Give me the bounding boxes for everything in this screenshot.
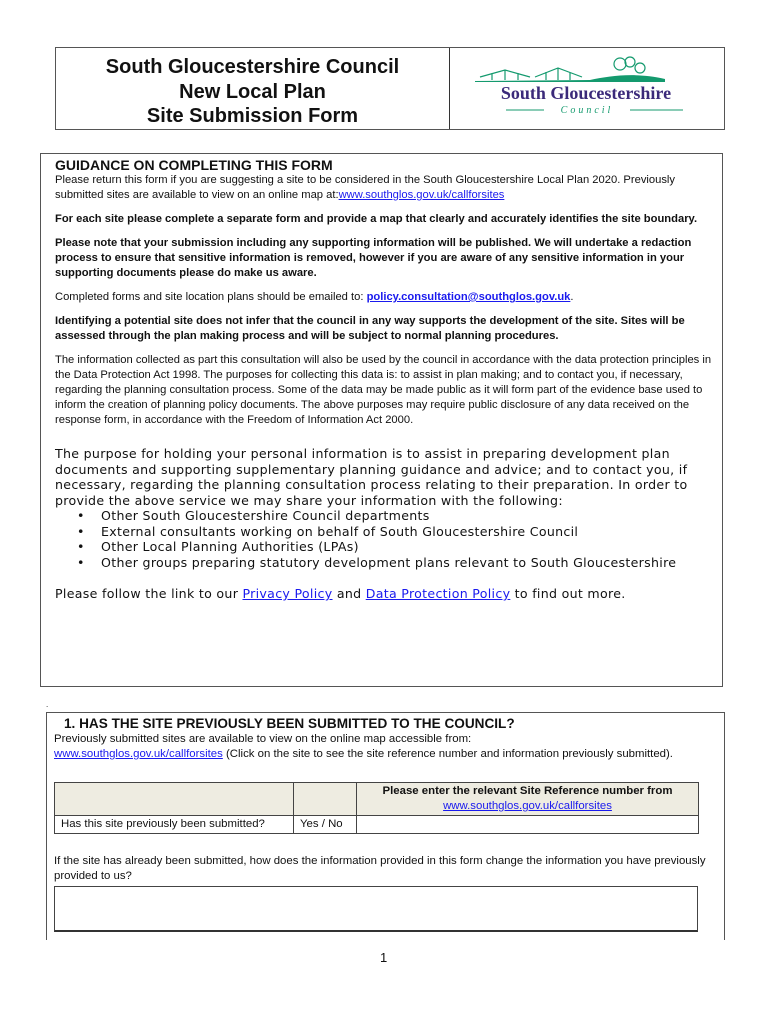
stray-dot: .	[46, 700, 49, 709]
followup-answer-field[interactable]	[54, 886, 698, 932]
policy-links-line: Please follow the link to our Privacy Policy and Data Protection Policy to find out more.	[55, 586, 626, 601]
section-1	[46, 712, 725, 940]
title-line: Site Submission Form	[146, 105, 359, 127]
question-cell: Has this site previously been submitted?	[55, 816, 294, 834]
bridge-trees-logo-icon	[450, 48, 723, 128]
title-line: New Local Plan	[179, 80, 326, 103]
guidance-section	[40, 153, 723, 687]
previous-submission-table	[54, 782, 699, 834]
callforsites-link[interactable]: www.southglos.gov.uk/callforsites	[338, 189, 505, 201]
guidance-paragraph: Identifying a potential site does not infer that the council in any way supports the development of the site. Sites will be assessed through the plan making process and will be subject to normal planning procedures.	[55, 315, 685, 342]
callforsites-link[interactable]: www.southglos.gov.uk/callforsites	[54, 748, 223, 760]
guidance-paragraph: For each site please complete a separate form and provide a map that clearly and accurately identifies the site boundary.	[55, 213, 698, 225]
page-number: 1	[380, 950, 388, 965]
email-link[interactable]: policy.consultation@southglos.gov.uk	[366, 291, 571, 303]
yes-no-cell[interactable]: Yes / No	[294, 816, 357, 834]
sharing-list	[55, 508, 722, 570]
form-title	[56, 48, 450, 129]
guidance-heading: GUIDANCE ON COMPLETING THIS FORM	[55, 157, 333, 173]
list-item: • Other South Gloucestershire Council departments	[101, 508, 722, 524]
guidance-paragraph: Please note that your submission including any supporting information will be published. We will undertake a redaction process to ensure that sensitive information is removed, however if you are aware of any sensitive information in your supporting documents please do make us aware.	[55, 237, 692, 279]
section-1-heading: 1. HAS THE SITE PREVIOUSLY BEEN SUBMITTED TO THE COUNCIL?	[64, 716, 515, 731]
followup-question: If the site has already been submitted, how does the information provided in this form change the information you have previously provided to us?	[54, 855, 706, 882]
list-item: • Other Local Planning Authorities (LPAs)	[101, 539, 722, 555]
list-item: • External consultants working on behalf of South Gloucestershire Council	[101, 524, 722, 540]
svg-text:South Gloucestershire: South Gloucestershire	[500, 83, 672, 103]
data-protection-policy-link[interactable]: Data Protection Policy	[365, 586, 511, 601]
council-logo	[450, 48, 724, 129]
guidance-paragraph: Please return this form if you are suggesting a site to be considered in the South Gloucestershire Local Plan 2020. Previously submitted sites are available to view on an online map at:www.southglos.gov.uk/callforsites	[55, 174, 676, 201]
personal-info-paragraph: The purpose for holding your personal information is to assist in preparing development plan documents and supporting supplementary planning guidance and advice; and to contact you, if necessary, regarding the planning consultation process relating to their preparation. In order to provide the above service we may share your information with the following: • Other South Gloucestershire Council departments • External consultants working on behalf of South Gloucestershire Council • Other Local Planning Authorities (LPAs) • Other groups preparing statutory development plans relevant to South Gloucestershire Please follow the link to our Privacy Policy and Data Protection Policy to find out more.	[55, 446, 722, 602]
site-reference-header: Please enter the relevant Site Reference number from www.southglos.gov.uk/callforsites	[357, 783, 699, 816]
guidance-paragraph: Completed forms and site location plans should be emailed to: policy.consultation@southglos.gov.uk.	[55, 291, 574, 303]
site-reference-input[interactable]	[357, 816, 699, 834]
list-item: • Other groups preparing statutory development plans relevant to South Gloucestershire	[101, 555, 722, 571]
section-1-intro: Previously submitted sites are available to view on the online map accessible from: www.southglos.gov.uk/callforsites (Click on the site to see the site reference number and information previously submitted).	[54, 733, 673, 760]
callforsites-link[interactable]: www.southglos.gov.uk/callforsites	[443, 800, 612, 812]
table-header-row	[55, 783, 699, 816]
title-line: South Gloucestershire Council	[105, 56, 400, 78]
svg-text:Council: Council	[560, 105, 614, 116]
privacy-policy-link[interactable]: Privacy Policy	[242, 586, 333, 601]
guidance-paragraph: The information collected as part this consultation will also be used by the council in accordance with the data protection principles in the Data Protection Act 1998. The purposes for collecting this data is: to assist in plan making; and to contact you, if necessary, regarding the planning consultation process. Some of the data may be made public as it will form part of the evidence base used to inform the creation of planning policy documents. The above purposes may require public disclosure of any data received on the response form, in accordance with the Freedom of Information Act 2000.	[55, 354, 712, 426]
table-row	[55, 816, 699, 834]
title-box	[55, 47, 725, 130]
